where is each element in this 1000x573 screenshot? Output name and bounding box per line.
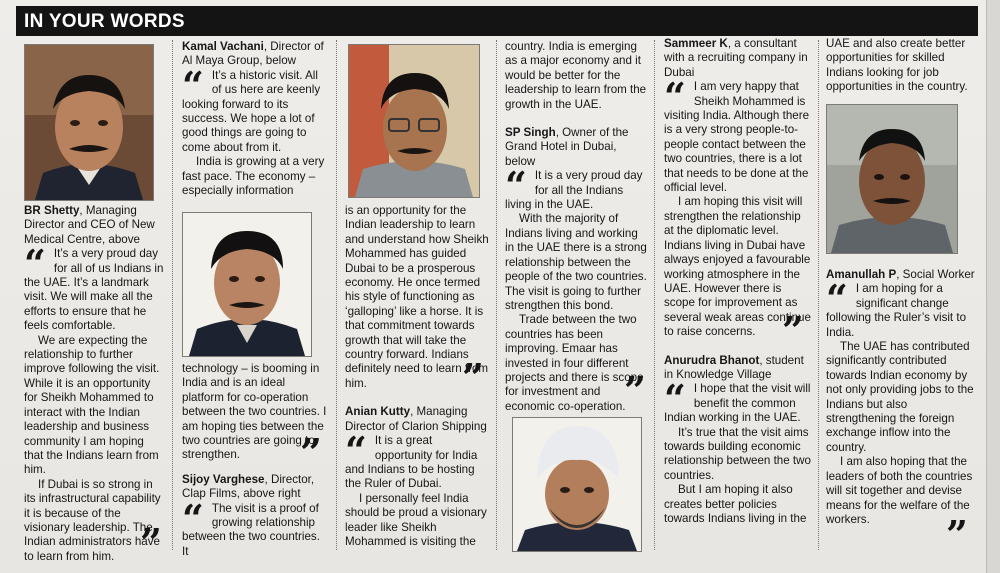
paragraph: The UAE has contributed significantly contributed towards Indian economy by not only providing jobs to the Indians but also strengthening the foreign exchange inflow into the country.: [826, 340, 974, 454]
portrait-illustration: [25, 45, 153, 200]
quote-paragraph: [24, 241, 164, 333]
byline: [505, 126, 648, 169]
column-rule: [818, 40, 819, 550]
paragraph-text: The visit is a proof of growing relationship between the two countries. It: [182, 501, 320, 558]
close-quote-mark: ”: [946, 512, 968, 557]
photo-amanullah-p: [826, 104, 958, 254]
column-1: [24, 204, 164, 564]
close-quote-mark: ”: [462, 355, 484, 400]
column-2-top: [182, 40, 328, 198]
close-quote-mark: ”: [300, 430, 322, 475]
quote-paragraph: [182, 62, 328, 155]
section-title: IN YOUR WORDS: [24, 11, 185, 32]
open-quote-mark: “: [182, 495, 204, 541]
paragraph: We are expecting the relationship to further improve following the visit. While it is an opportunity for Sheikh Mohammed to interact with the Indian leadership and business community I am hoping that the Indians learn from him.: [24, 333, 160, 477]
paragraph: is an opportunity for the Indian leadership to learn and understand how Sheikh Mohammed has guided Dubai to be a prosperous economy. He once termed his style of functioning as ‘galloping’ like a horse. It is that commitment towards growth that will take the country forward. Indians definitely need to learn from him.: [345, 204, 489, 390]
byline: [664, 37, 812, 80]
byline: [182, 40, 328, 69]
open-quote-mark: “: [664, 376, 686, 422]
close-quote-mark: ”: [624, 368, 646, 413]
portrait-illustration: [827, 105, 957, 253]
paragraph-text: It is a great opportunity for India and Indians to be hosting the Ruler of Dubai.: [345, 434, 478, 491]
paragraph: I am hoping this visit will strengthen the relationship at the diplomatic level. Indians living in Dubai have always enjoyed a favourable working atmosphere in the UAE. However there is scope for improvement as several weak areas continue to raise concerns.: [664, 195, 811, 339]
paragraph: UAE and also create better opportunities for skilled Indians looking for job opportunities in the country.: [826, 37, 968, 94]
open-quote-mark: “: [345, 428, 367, 474]
person-name: Sijoy Varghese: [182, 472, 265, 486]
page-edge: [986, 0, 1000, 573]
person-name: Amanullah P: [826, 268, 897, 281]
person-name: SP Singh: [505, 126, 556, 140]
paragraph: I personally feel India should be proud a visionary leader like Sheikh Mohammed is visiting the: [345, 491, 487, 548]
open-quote-mark: “: [24, 241, 46, 287]
byline: [24, 204, 164, 247]
paragraph: It’s true that the visit aims towards building economic relationship between the two countries.: [664, 425, 811, 482]
person-name: Anurudra Bhanot: [664, 353, 760, 367]
person-role: , Social Worker: [896, 268, 975, 281]
quote-paragraph: [505, 163, 648, 212]
paragraph: India is growing at a very fast pace. The economy – especially information: [182, 155, 325, 198]
person-role: , Owner of the Grand Hotel in Dubai, below: [505, 126, 629, 168]
photo-sp-singh: [512, 417, 642, 552]
byline: [826, 268, 976, 282]
paragraph-text: It’s a historic visit. All of us here are keenly looking forward to its success. We hope a lot of good things are going to come about from it.: [182, 68, 321, 154]
person-role: , Director, Clap Films, above right: [182, 472, 315, 501]
column-6-top: [826, 37, 976, 95]
person-role: , Managing Director and CEO of New Medical Centre, above: [24, 204, 155, 246]
paragraph-text: I am very happy that Sheikh Mohammed is visiting India. Although there is a very strong people-to-people contact between the two countries, there is a lot that needs to be done at the official level.: [664, 80, 810, 195]
column-rule: [336, 40, 337, 550]
person-role: , Director of Al Maya Group, below: [182, 40, 324, 68]
portrait-illustration: [183, 213, 311, 356]
person-role: , a consultant with a recruiting company in Dubai: [664, 37, 808, 79]
person-role: , Managing Director of Clarion Shipping: [345, 405, 487, 433]
quote-paragraph: [345, 428, 489, 492]
close-quote-mark: ”: [140, 520, 162, 565]
open-quote-mark: “: [505, 163, 527, 209]
column-rule: [496, 40, 497, 550]
paragraph-text: I hope that the visit will benefit the common Indian working in the UAE.: [664, 382, 811, 425]
byline: [345, 405, 489, 434]
column-rule: [172, 40, 173, 550]
paragraph: Trade between the two countries has been improving. Emaar has invested in four different projects and there is scope for investment and economic co-operation.: [505, 313, 644, 413]
open-quote-mark: “: [182, 62, 204, 108]
quote-paragraph: [664, 74, 812, 195]
quote-paragraph: [826, 276, 976, 340]
person-name: Kamal Vachani: [182, 40, 264, 53]
portrait-illustration: [513, 418, 641, 551]
photo-sijoy-varghese: [348, 44, 480, 198]
paragraph: If Dubai is so strong in its infrastructural capability it is because of the visionary leadership. The Indian administrators have to learn from him.: [24, 477, 161, 563]
column-4: [505, 40, 648, 414]
open-quote-mark: “: [826, 276, 848, 322]
paragraph: technology – is booming in India and is an ideal platform for co-operation between the two countries. I am hoping ties between the two countries are going to strengthen.: [182, 362, 327, 462]
column-rule: [654, 40, 655, 550]
photo-br-shetty: [24, 44, 154, 201]
quote-paragraph: [182, 495, 328, 560]
byline: [182, 473, 328, 502]
person-name: Anian Kutty: [345, 405, 411, 419]
person-role: , student in Knowledge Village: [664, 353, 804, 381]
quote-paragraph: [664, 376, 812, 425]
paragraph-text: It is a very proud day for all the Indians living in the UAE.: [505, 169, 643, 212]
person-name: Sammeer K: [664, 37, 728, 50]
portrait-illustration: [349, 45, 479, 197]
column-6-bottom: [826, 268, 976, 527]
paragraph: I am also hoping that the leaders of both the countries will sit together and devise means for the welfare of the workers.: [826, 455, 973, 526]
paragraph: country. India is emerging as a major economy and it would be better for the leadership to learn from the growth in the UAE.: [505, 40, 647, 111]
open-quote-mark: “: [664, 74, 686, 120]
person-name: BR Shetty: [24, 204, 80, 217]
paragraph-text: It’s a very proud day for all of us Indians in the UAE. It’s a landmark visit. We will make all the efforts to ensure that he feels comfortable.: [24, 247, 164, 333]
paragraph-text: I am hoping for a significant change following the Ruler’s visit to India.: [826, 282, 967, 339]
byline: [664, 354, 812, 383]
paragraph: But I am hoping it also creates better policies towards Indians living in the: [664, 483, 807, 525]
photo-kamal-vachani: [182, 212, 312, 357]
close-quote-mark: ”: [782, 308, 804, 353]
section-banner: [16, 6, 978, 36]
column-5: [664, 37, 812, 526]
paragraph: With the majority of Indians living and working in the UAE there is a strong relationship between the people of the two countries. The visit is going to further strengthen this bond.: [505, 212, 647, 312]
